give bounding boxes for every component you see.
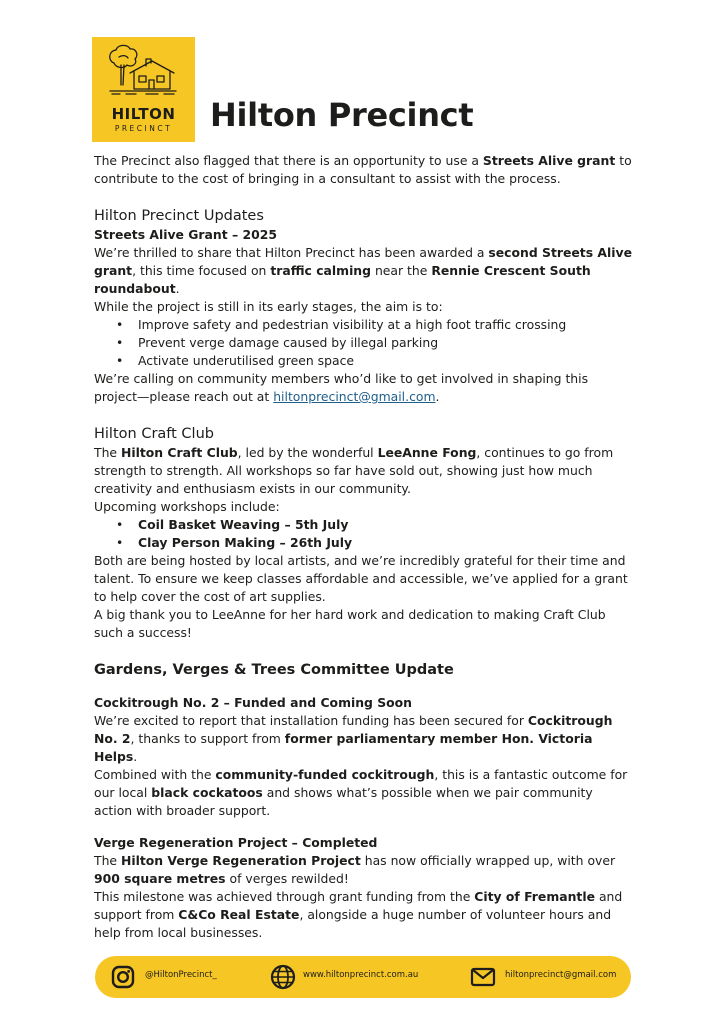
bold-text: C&Co Real Estate <box>178 907 300 922</box>
bold-text: traffic calming <box>270 263 372 278</box>
text: has now officially wrapped up, with over <box>360 853 616 868</box>
logo-subword: PRECINCT <box>114 124 173 133</box>
text: and shows what’s possible when we pair community action with broader support. <box>94 785 593 818</box>
section-heading-updates: Hilton Precinct Updates <box>94 208 264 224</box>
cockitrough-paragraph <box>94 712 634 766</box>
text: The Precinct also flagged that there is an opportunity to use a <box>94 153 483 168</box>
instagram-icon[interactable] <box>105 959 141 995</box>
list-item <box>94 516 634 534</box>
text: Combined with the <box>94 767 216 782</box>
text: , thanks to support from <box>130 731 285 746</box>
text: , led by the wonderful <box>237 445 378 460</box>
logo <box>92 37 195 142</box>
bold-text: LeeAnne Fong <box>377 445 477 460</box>
instagram-handle[interactable]: @HiltonPrecinct_ <box>145 970 217 980</box>
bold-text: second Streets Alive grant <box>94 245 632 278</box>
updates-paragraph <box>94 244 634 298</box>
section-heading-gardens: Gardens, Verges & Trees Committee Update <box>94 662 454 678</box>
cockitrough-paragraph-2 <box>94 766 634 820</box>
email-link[interactable]: hiltonprecinct@gmail.com <box>273 389 436 404</box>
text: . <box>133 749 138 764</box>
text: to contribute to the cost of bringing in a consultant to assist with the process. <box>94 153 632 186</box>
footer-email[interactable]: hiltonprecinct@gmail.com <box>505 970 617 980</box>
contact-footer <box>95 956 631 998</box>
craft-paragraph <box>94 444 634 498</box>
text: , this is a fantastic outcome for our local <box>94 767 628 800</box>
text: We’re thrilled to share that Hilton Precinct has been awarded a <box>94 245 489 260</box>
bold-text: Streets Alive grant <box>482 153 616 168</box>
updates-call-to-action <box>94 370 634 406</box>
text: , continues to go from strength to strength. All workshops so far have sold out, showing just how much creativity and enthusiasm exists in our community. <box>94 445 614 496</box>
website-link[interactable]: www.hiltonprecinct.com.au <box>303 970 419 980</box>
text: , alongside a huge number of volunteer hours and help from local businesses. <box>94 907 612 940</box>
list-item: • Prevent verge damage caused by illegal parking <box>94 334 634 352</box>
bold-text: Hilton Craft Club <box>120 445 238 460</box>
list-item <box>94 534 634 552</box>
text: and support from <box>94 889 623 922</box>
aims-list <box>94 316 634 370</box>
workshop-name: Clay Person Making – 26th July <box>138 535 353 550</box>
text: . <box>175 281 180 296</box>
page-title: Hilton Precinct <box>210 96 474 134</box>
bold-text: Cockitrough No. 2 <box>94 713 613 746</box>
subheading-streets-alive: Streets Alive Grant – 2025 <box>94 227 277 242</box>
text: The <box>94 445 121 460</box>
section-heading-craft: Hilton Craft Club <box>94 426 214 442</box>
globe-icon[interactable] <box>265 959 301 995</box>
craft-hosts-paragraph: Both are being hosted by local artists, and we’re incredibly grateful for their time and talent. To ensure we keep classes affordable and accessible, we’ve applied for a grant to help cover the cost of art supplies. <box>94 553 628 604</box>
text: This milestone was achieved through grant funding from the <box>94 889 475 904</box>
craft-thanks-paragraph: A big thank you to LeeAnne for her hard work and dedication to making Craft Club such a success! <box>94 607 606 640</box>
bold-text: 900 square metres <box>94 871 226 886</box>
text: of verges rewilded! <box>225 871 349 886</box>
verge-paragraph <box>94 852 634 888</box>
text: near the <box>371 263 432 278</box>
newsletter-body <box>94 152 634 942</box>
mail-icon[interactable] <box>465 959 501 995</box>
text: . <box>435 389 440 404</box>
bold-text: Hilton Verge Regeneration Project <box>120 853 361 868</box>
subheading-verge: Verge Regeneration Project – Completed <box>94 835 378 850</box>
list-item: • Improve safety and pedestrian visibility at a high foot traffic crossing <box>94 316 634 334</box>
workshop-name: Coil Basket Weaving – 5th July <box>138 517 349 532</box>
verge-paragraph-2 <box>94 888 634 942</box>
house-tree-illustration <box>106 43 181 103</box>
logo-word: HILTON <box>111 105 176 123</box>
workshops-list <box>94 516 634 552</box>
bold-text: former parliamentary member Hon. Victoria Helps <box>94 731 593 764</box>
updates-aims-intro: While the project is still in its early stages, the aim is to: <box>94 299 443 314</box>
list-item: • Activate underutilised green space <box>94 352 634 370</box>
text: The <box>94 853 121 868</box>
text: We’re excited to report that installation funding has been secured for <box>94 713 528 728</box>
intro-paragraph <box>94 152 634 188</box>
text: We’re calling on community members who’d like to get involved in shaping this project—please reach out at <box>94 371 589 404</box>
subheading-cockitrough: Cockitrough No. 2 – Funded and Coming Soon <box>94 695 413 710</box>
bold-text: City of Fremantle <box>474 889 595 904</box>
bold-text: black cockatoos <box>151 785 263 800</box>
text: , this time focused on <box>132 263 271 278</box>
craft-workshops-intro: Upcoming workshops include: <box>94 499 280 514</box>
bold-text: Rennie Crescent South roundabout <box>94 263 591 296</box>
bold-text: community-funded cockitrough <box>215 767 435 782</box>
